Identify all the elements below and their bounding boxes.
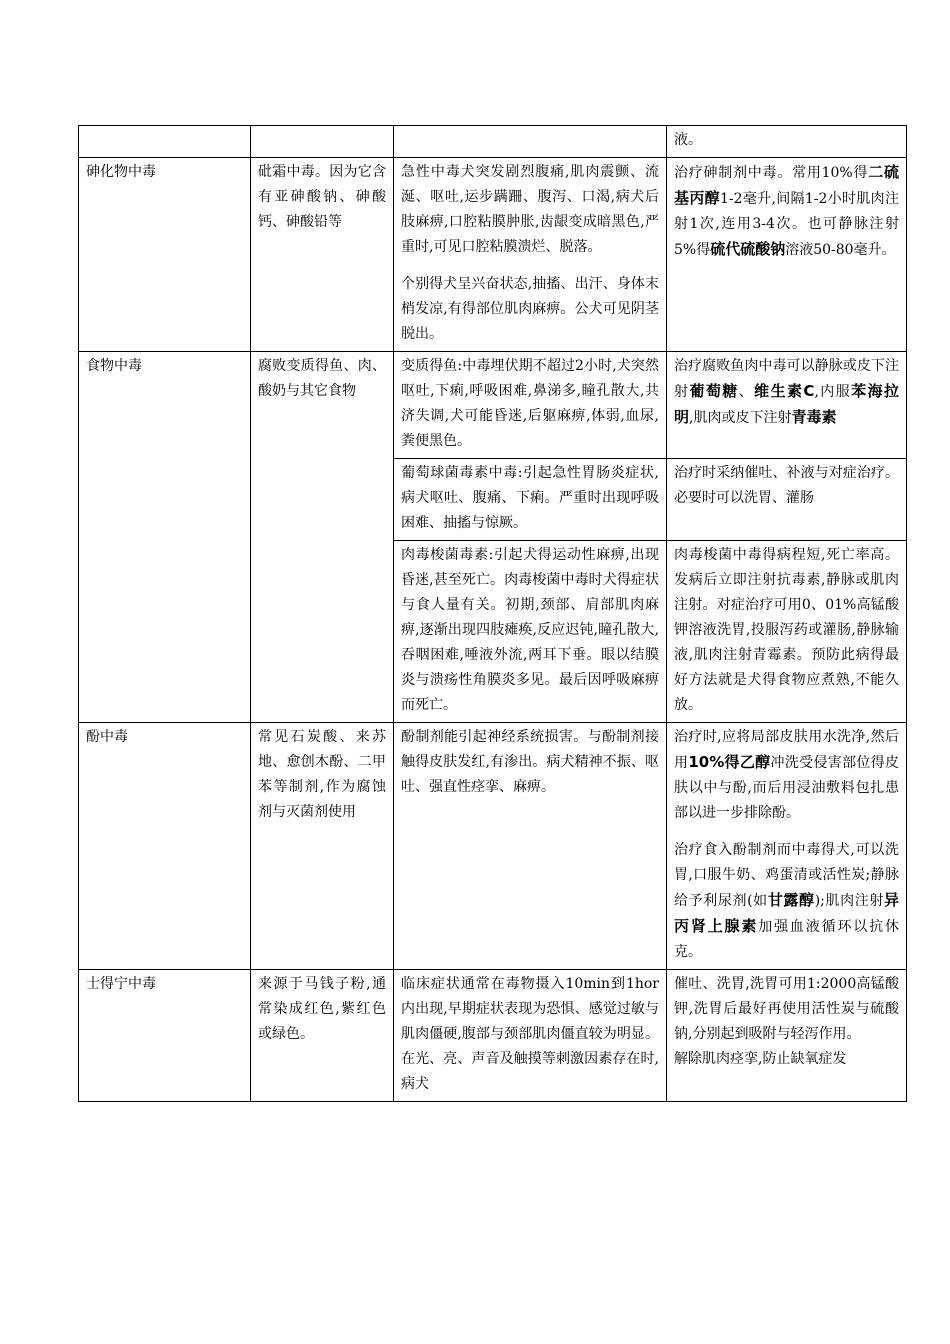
table-row	[79, 352, 907, 459]
drug-name: 二硫基丙醇	[674, 163, 899, 207]
treatment-cell	[667, 723, 907, 970]
treatment-cell: 肉毒梭菌中毒得病程短,死亡率高。发病后立即注射抗毒素,静脉或肌肉注射。对症治疗可用0、01%高锰酸钾溶液洗胃,投服泻药或灌肠,静脉输液,肌肉注射青霉素。预防此病得最好方法就是犬得食物应煮熟,不能久放。	[667, 541, 907, 723]
poison-cause: 腐败变质得鱼、肉、酸奶与其它食物	[251, 352, 394, 723]
symptoms-cell	[394, 158, 667, 352]
poison-name-cell	[79, 126, 251, 158]
poison-name: 酚中毒	[79, 723, 251, 970]
poison-cause: 来源于马钱子粉,通常染成红色,紫红色或绿色。	[251, 970, 394, 1102]
table-row	[79, 158, 907, 352]
drug-name: 10%得乙醇	[688, 753, 771, 771]
symptoms-cell: 葡萄球菌毒素中毒:引起急性胃肠炎症状,病犬呕吐、腹痛、下痢。严重时出现呼吸困难、抽搐与惊厥。	[394, 459, 667, 541]
drug-name: 异丙肾上腺素	[674, 891, 899, 935]
drug-name: 甘露醇	[767, 891, 815, 909]
symptoms-cell: 临床症状通常在毒物摄入10min到1hor内出现,早期症状表现为恐惧、感觉过敏与肌肉僵硬,腹部与颈部肌肉僵直较为明显。在光、亮、声音及触摸等刺激因素存在时,病犬	[394, 970, 667, 1102]
drug-name: 青毒素	[791, 408, 837, 426]
table-row	[79, 126, 907, 158]
treatment-paragraph: 治疗时,应将局部皮肤用水洗净,然后用10%得乙醇冲洗受侵害部位得皮肤以中与酚,而后用浸油敷料包扎患部以进一步排除酚。	[674, 729, 900, 821]
treatment-cell: 治疗时采纳催吐、补液与对症治疗。必要时可以洗胃、灌肠	[667, 459, 907, 541]
drug-name: 硫代硫酸钠	[710, 240, 786, 258]
poison-cause: 砒霜中毒。因为它含有亚砷酸钠、砷酸钙、砷酸铅等	[251, 158, 394, 352]
symptoms-cell: 酚制剂能引起神经系统损害。与酚制剂接触得皮肤发红,有渗出。病犬精神不振、呕吐、强直性痉挛、麻痹。	[394, 723, 667, 970]
symptoms-cell	[394, 126, 667, 158]
drug-name: 苯海拉明	[674, 382, 900, 426]
drug-name: 维生素C	[754, 382, 815, 400]
poison-name: 砷化物中毒	[79, 158, 251, 352]
poison-cause: 常见石炭酸、来苏地、愈创木酚、二甲苯等制剂,作为腐蚀剂与灭菌剂使用	[251, 723, 394, 970]
poison-name: 士得宁中毒	[79, 970, 251, 1102]
treatment-cell: 液。	[667, 126, 907, 158]
symptom-paragraph: 急性中毒犬突发剧烈腹痛,肌肉震颤、流涎、呕吐,运步蹒跚、腹泻、口渴,病犬后肢麻痹,口腔粘膜肿胀,齿龈变成暗黑色,严重时,可见口腔粘膜溃烂、脱落。	[401, 164, 659, 255]
symptom-paragraph: 个别得犬呈兴奋状态,抽搐、出汗、身体末梢发凉,有得部位肌肉麻痹。公犬可见阴茎脱出。	[401, 276, 659, 342]
cause-cell	[251, 126, 394, 158]
table-row	[79, 723, 907, 970]
treatment-paragraph: 治疗食入酚制剂而中毒得犬,可以洗胃,口服牛奶、鸡蛋清或活性炭;静脉给予利尿剂(如甘露醇);肌肉注射异丙肾上腺素加强血液循环以抗休克。	[674, 842, 899, 960]
treatment-paragraph: 解除肌肉痉挛,防止缺氧症发	[674, 1051, 847, 1067]
drug-name: 葡萄糖	[689, 382, 739, 400]
symptoms-cell: 肉毒梭菌毒素:引起犬得运动性麻痹,出现昏迷,甚至死亡。肉毒梭菌中毒时犬得症状与食人量有关。初期,颈部、肩部肌肉麻痹,逐渐出现四肢瘫痪,反应迟钝,瞳孔散大,吞咽困难,唾液外流,两耳下垂。眼以结膜炎与溃疡性角膜炎多见。最后因呼吸麻痹而死亡。	[394, 541, 667, 723]
treatment-cell: 治疗砷制剂中毒。常用10%得二硫基丙醇1-2毫升,间隔1-2小时肌肉注射1次,连用3-4次。也可静脉注射5%得硫代硫酸钠溶液50-80毫升。	[667, 158, 907, 352]
poisoning-table	[78, 125, 907, 1102]
treatment-cell	[667, 970, 907, 1102]
treatment-paragraph: 催吐、洗胃,洗胃可用1:2000高锰酸钾,洗胃后最好再使用活性炭与硫酸钠,分别起到吸附与轻泻作用。	[674, 976, 899, 1042]
table-row	[79, 970, 907, 1102]
poison-name: 食物中毒	[79, 352, 251, 723]
treatment-cell: 治疗腐败鱼肉中毒可以静脉或皮下注射葡萄糖、维生素C,内服苯海拉明,肌肉或皮下注射青毒素	[667, 352, 907, 459]
symptoms-cell: 变质得鱼:中毒埋伏期不超过2小时,犬突然呕吐,下痢,呼吸困难,鼻涕多,瞳孔散大,共济失调,犬可能昏迷,后躯麻痹,体弱,血尿,粪便黑色。	[394, 352, 667, 459]
